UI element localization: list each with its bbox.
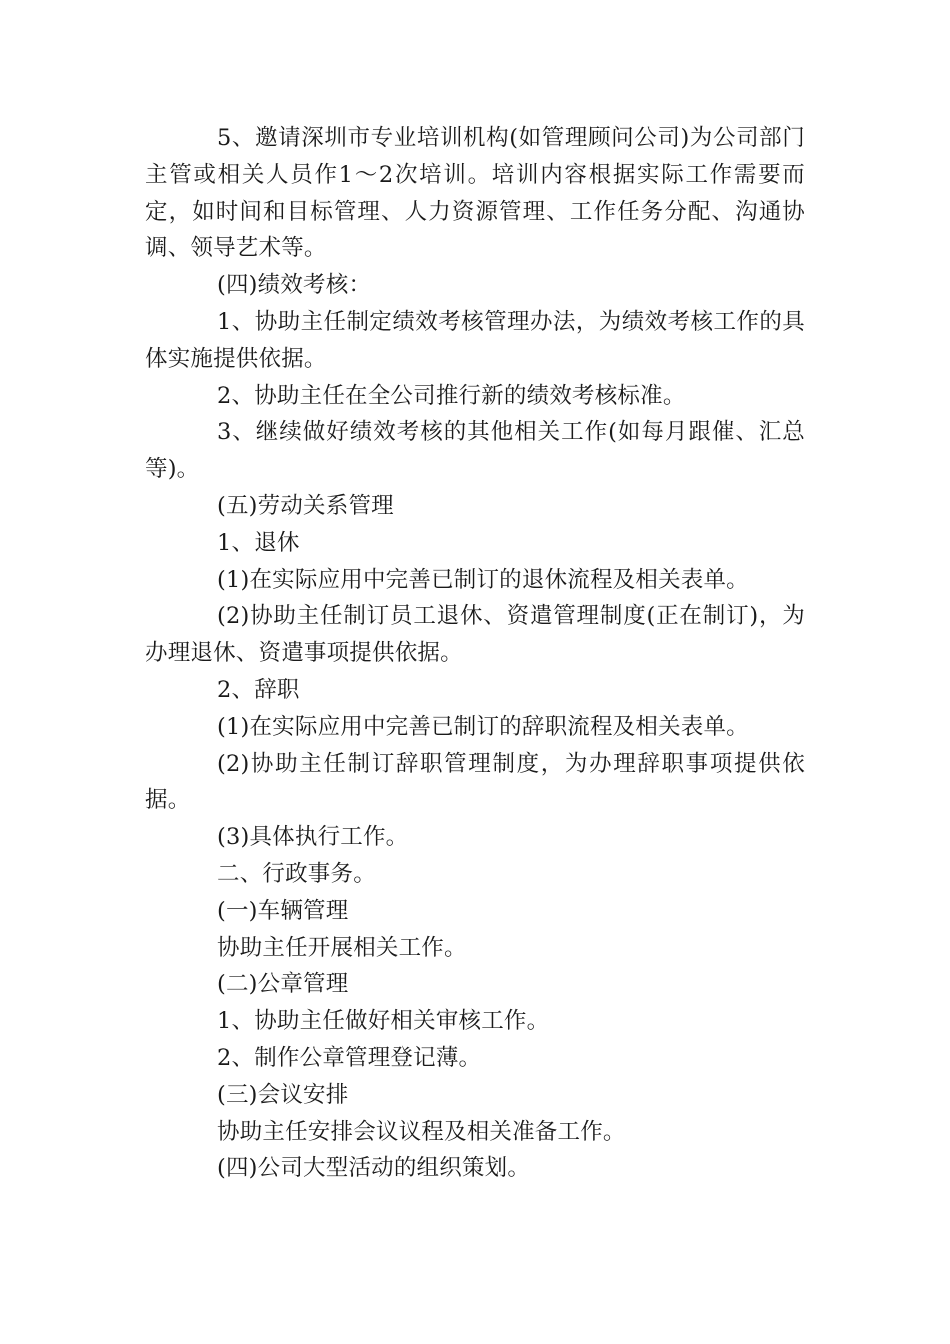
paragraph-performance-3: 3、继续做好绩效考核的其他相关工作(如每月跟催、汇总等)。 — [145, 419, 805, 483]
heading-performance-review: (四)绩效考核： — [217, 272, 372, 299]
document-body — [145, 120, 805, 1187]
heading-labor-relations: (五)劳动关系管理 — [217, 492, 394, 519]
paragraph-meeting: 协助主任安排会议议程及相关准备工作。 — [217, 1118, 626, 1145]
paragraph-retirement-1: (1)在实际应用中完善已制订的退休流程及相关表单。 — [217, 566, 749, 593]
paragraph-seal-2: 2、制作公章管理登记薄。 — [217, 1044, 482, 1071]
paragraph-resignation-3: (3)具体执行工作。 — [217, 824, 409, 851]
paragraph-performance-2: 2、协助主任在全公司推行新的绩效考核标准。 — [217, 382, 686, 409]
paragraph-seal-1: 1、协助主任做好相关审核工作。 — [217, 1008, 550, 1035]
subheading-seal-management: (二)公章管理 — [217, 971, 349, 998]
paragraph-resignation-2: (2)协助主任制订辞职管理制度，为办理辞职事项提供依据。 — [145, 750, 805, 814]
heading-administrative-affairs: 二、行政事务。 — [217, 860, 376, 887]
subheading-vehicle-management: (一)车辆管理 — [217, 897, 349, 924]
paragraph-resignation-1: (1)在实际应用中完善已制订的辞职流程及相关表单。 — [217, 713, 749, 740]
paragraph-vehicle: 协助主任开展相关工作。 — [217, 934, 467, 961]
paragraph-performance-1: 1、协助主任制定绩效考核管理办法，为绩效考核工作的具体实施提供依据。 — [145, 308, 805, 372]
subheading-resignation: 2、辞职 — [217, 676, 300, 703]
paragraph-retirement-2: (2)协助主任制订员工退休、资遣管理制度(正在制订)，为办理退休、资遣事项提供依据。 — [145, 603, 805, 667]
paragraph-training: 5、邀请深圳市专业培训机构(如管理顾问公司)为公司部门主管或相关人员作1～2次培训。培训内容根据实际工作需要而定，如时间和目标管理、人力资源管理、工作任务分配、沟通协调、领导艺术等。 — [145, 125, 805, 262]
subheading-retirement: 1、退休 — [217, 529, 300, 556]
subheading-meeting-arrangement: (三)会议安排 — [217, 1081, 349, 1108]
subheading-events: (四)公司大型活动的组织策划。 — [217, 1155, 531, 1182]
